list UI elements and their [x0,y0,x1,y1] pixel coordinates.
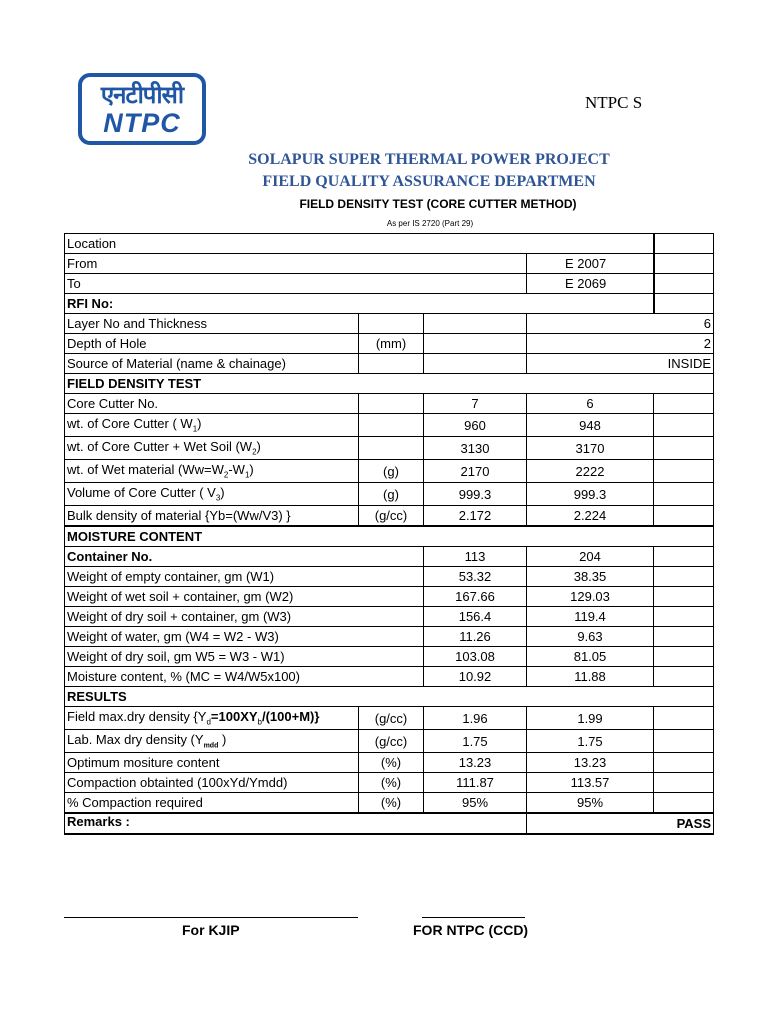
w1-text: wt. of Core Cutter ( W [67,416,193,432]
lmdd-v1: 1.75 [424,730,527,753]
ww-text-b: -W [228,462,245,478]
table-row [65,294,714,314]
water-label: Weight of water, gm (W4 = W2 - W3) [65,627,424,647]
bulk-label: Bulk density of material {Yb=(Ww/V3) } [65,506,359,527]
to-value: E 2069 [527,274,654,294]
layer-label: Layer No and Thickness [65,314,359,334]
logo-english-text: NTPC [103,108,181,138]
dry-v3 [654,607,714,627]
dry-v1: 156.4 [424,607,527,627]
from-label: From [65,254,527,274]
w2-unit [359,437,424,460]
mc-v3 [654,667,714,687]
core-no-unit [359,394,424,414]
table-row [65,667,714,687]
test-title: FIELD DENSITY TEST (CORE CUTTER METHOD) [299,197,577,211]
table-row [65,627,714,647]
table-row [65,730,714,753]
table-row [65,793,714,814]
to-label: To [65,274,527,294]
source-value: INSIDE [527,354,714,374]
lmdd-unit: (g/cc) [359,730,424,753]
empty-v2: 38.35 [527,567,654,587]
results-heading: RESULTS [65,687,714,707]
table-row [65,547,714,567]
ww-unit: (g) [359,460,424,483]
signature-label-ntpc: FOR NTPC (CCD) [413,922,529,938]
wet-v2: 129.03 [527,587,654,607]
bulk-v3 [654,506,714,527]
wet-label: Weight of wet soil + container, gm (W2) [65,587,424,607]
ww-end: ) [249,462,254,478]
lmdd-end: ) [218,732,227,748]
table-row [65,394,714,414]
compaction-label: Compaction obtainted (100xYd/Ymdd) [65,773,359,793]
bulk-v1: 2.172 [424,506,527,527]
drysoil-label: Weight of dry soil, gm W5 = W3 - W1) [65,647,424,667]
v3-text: Volume of Core Cutter ( V [67,485,216,501]
project-title: SOLAPUR SUPER THERMAL POWER PROJECT [248,151,610,168]
water-v1: 11.26 [424,627,527,647]
table-row [65,414,714,437]
drysoil-v3 [654,647,714,667]
w1-sub: 1 [192,424,198,434]
layer-value: 6 [527,314,714,334]
omc-v1: 13.23 [424,753,527,773]
bulk-v2: 2.224 [527,506,654,527]
omc-unit: (%) [359,753,424,773]
fmdd-unit: (g/cc) [359,707,424,730]
v3-v1: 999.3 [424,483,527,506]
compaction-v3 [654,773,714,793]
standard-reference: As per IS 2720 (Part 29) [386,219,474,228]
ww-text-a: wt. of Wet material (Ww=W [67,462,224,478]
w2-sub: 2 [252,447,257,457]
lmdd-v3 [654,730,714,753]
signature-line-kjip [64,917,358,918]
fmdd-text-a: Field max.dry density {Y [67,709,207,725]
core-no-v2: 6 [527,394,654,414]
compaction-v1: 111.87 [424,773,527,793]
mc-v2: 11.88 [527,667,654,687]
field-density-table [64,233,714,835]
table-row [65,647,714,667]
depth-label: Depth of Hole [65,334,359,354]
v3-v2: 999.3 [527,483,654,506]
mc-v1: 10.92 [424,667,527,687]
ww-v1: 2170 [424,460,527,483]
location-label: Location [65,234,654,254]
ntpc-logo [78,73,206,145]
table-row [65,334,714,354]
table-row [65,374,714,394]
w2-v2: 3170 [527,437,654,460]
fmdd-label [65,707,359,730]
remarks-value: PASS [527,813,714,834]
w2-v3 [654,437,714,460]
required-unit: (%) [359,793,424,814]
table-row [65,437,714,460]
table-row [65,707,714,730]
ww-v2: 2222 [527,460,654,483]
table-row [65,483,714,506]
w2-v1: 3130 [424,437,527,460]
ww-label [65,460,359,483]
w2-end: ) [256,439,261,455]
required-label: % Compaction required [65,793,359,814]
container-v1: 113 [424,547,527,567]
table-row [65,460,714,483]
depth-unit: (mm) [359,334,424,354]
w1-v1: 960 [424,414,527,437]
table-row [65,526,714,547]
container-v2: 204 [527,547,654,567]
required-v2: 95% [527,793,654,814]
logo-hindi-text: एनटीपीसी [100,81,184,109]
dry-v2: 119.4 [527,607,654,627]
empty-v3 [654,567,714,587]
table-row [65,753,714,773]
omc-label: Optimum mositure content [65,753,359,773]
table-row [65,587,714,607]
v3-end: ) [220,485,225,501]
table-row [65,813,714,834]
w1-unit [359,414,424,437]
drysoil-v1: 103.08 [424,647,527,667]
w1-v2: 948 [527,414,654,437]
signature-label-kjip: For KJIP [182,922,240,938]
water-v3 [654,627,714,647]
v3-label [65,483,359,506]
fmdd-v2: 1.99 [527,707,654,730]
source-unit [359,354,424,374]
w1-v3 [654,414,714,437]
required-v3 [654,793,714,814]
compaction-v2: 113.57 [527,773,654,793]
table-row [65,607,714,627]
mc-label: Moisture content, % (MC = W4/W5x100) [65,667,424,687]
dry-label: Weight of dry soil + container, gm (W3) [65,607,424,627]
empty-v1: 53.32 [424,567,527,587]
rfi-value [654,294,714,314]
lmdd-v2: 1.75 [527,730,654,753]
wet-v3 [654,587,714,607]
v3-unit: (g) [359,483,424,506]
v3-v3 [654,483,714,506]
from-value-extra [654,254,714,274]
from-value: E 2007 [527,254,654,274]
core-no-label: Core Cutter No. [65,394,359,414]
table-row [65,773,714,793]
core-no-v3 [654,394,714,414]
compaction-unit: (%) [359,773,424,793]
layer-v1 [424,314,527,334]
drysoil-v2: 81.05 [527,647,654,667]
moisture-heading: MOISTURE CONTENT [65,526,714,547]
table-row [65,506,714,527]
fmdd-v1: 1.96 [424,707,527,730]
v3-sub: 3 [215,493,221,503]
source-v1 [424,354,527,374]
depth-value: 2 [527,334,714,354]
container-v3 [654,547,714,567]
remarks-label: Remarks : [65,813,527,834]
omc-v2: 13.23 [527,753,654,773]
table-row [65,687,714,707]
layer-unit [359,314,424,334]
w1-end: ) [197,416,202,432]
fmdd-text-b: =100XY [210,709,258,725]
ww-sub-a: 2 [223,470,229,480]
wet-v1: 167.66 [424,587,527,607]
table-row [65,314,714,334]
lmdd-label [65,730,359,753]
table-row [65,354,714,374]
core-no-v1: 7 [424,394,527,414]
fmdd-sub-a: d [206,717,211,727]
ww-v3 [654,460,714,483]
empty-label: Weight of empty container, gm (W1) [65,567,424,587]
lmdd-sub: mdd [203,742,219,750]
lmdd-text: Lab. Max dry density (Y [67,732,204,748]
table-row [65,234,714,254]
water-v2: 9.63 [527,627,654,647]
signature-line-ntpc [422,917,525,918]
omc-v3 [654,753,714,773]
bulk-unit: (g/cc) [359,506,424,527]
depth-v1 [424,334,527,354]
w2-text: wt. of Core Cutter + Wet Soil (W [67,439,253,455]
table-row [65,254,714,274]
required-v1: 95% [424,793,527,814]
department-title: FIELD QUALITY ASSURANCE DEPARTMEN [262,173,596,190]
field-density-heading: FIELD DENSITY TEST [65,374,714,394]
to-value-extra [654,274,714,294]
w2-label [65,437,359,460]
corner-title: NTPC S [585,93,643,112]
container-label: Container No. [65,547,424,567]
fmdd-sub-b: b [257,717,262,727]
ww-sub-b: 1 [244,470,250,480]
location-value [654,234,714,254]
w1-label [65,414,359,437]
rfi-label: RFI No: [65,294,654,314]
fmdd-text-c: /(100+M)} [261,709,320,725]
table-row [65,274,714,294]
source-label: Source of Material (name & chainage) [65,354,359,374]
table-row [65,567,714,587]
fmdd-v3 [654,707,714,730]
